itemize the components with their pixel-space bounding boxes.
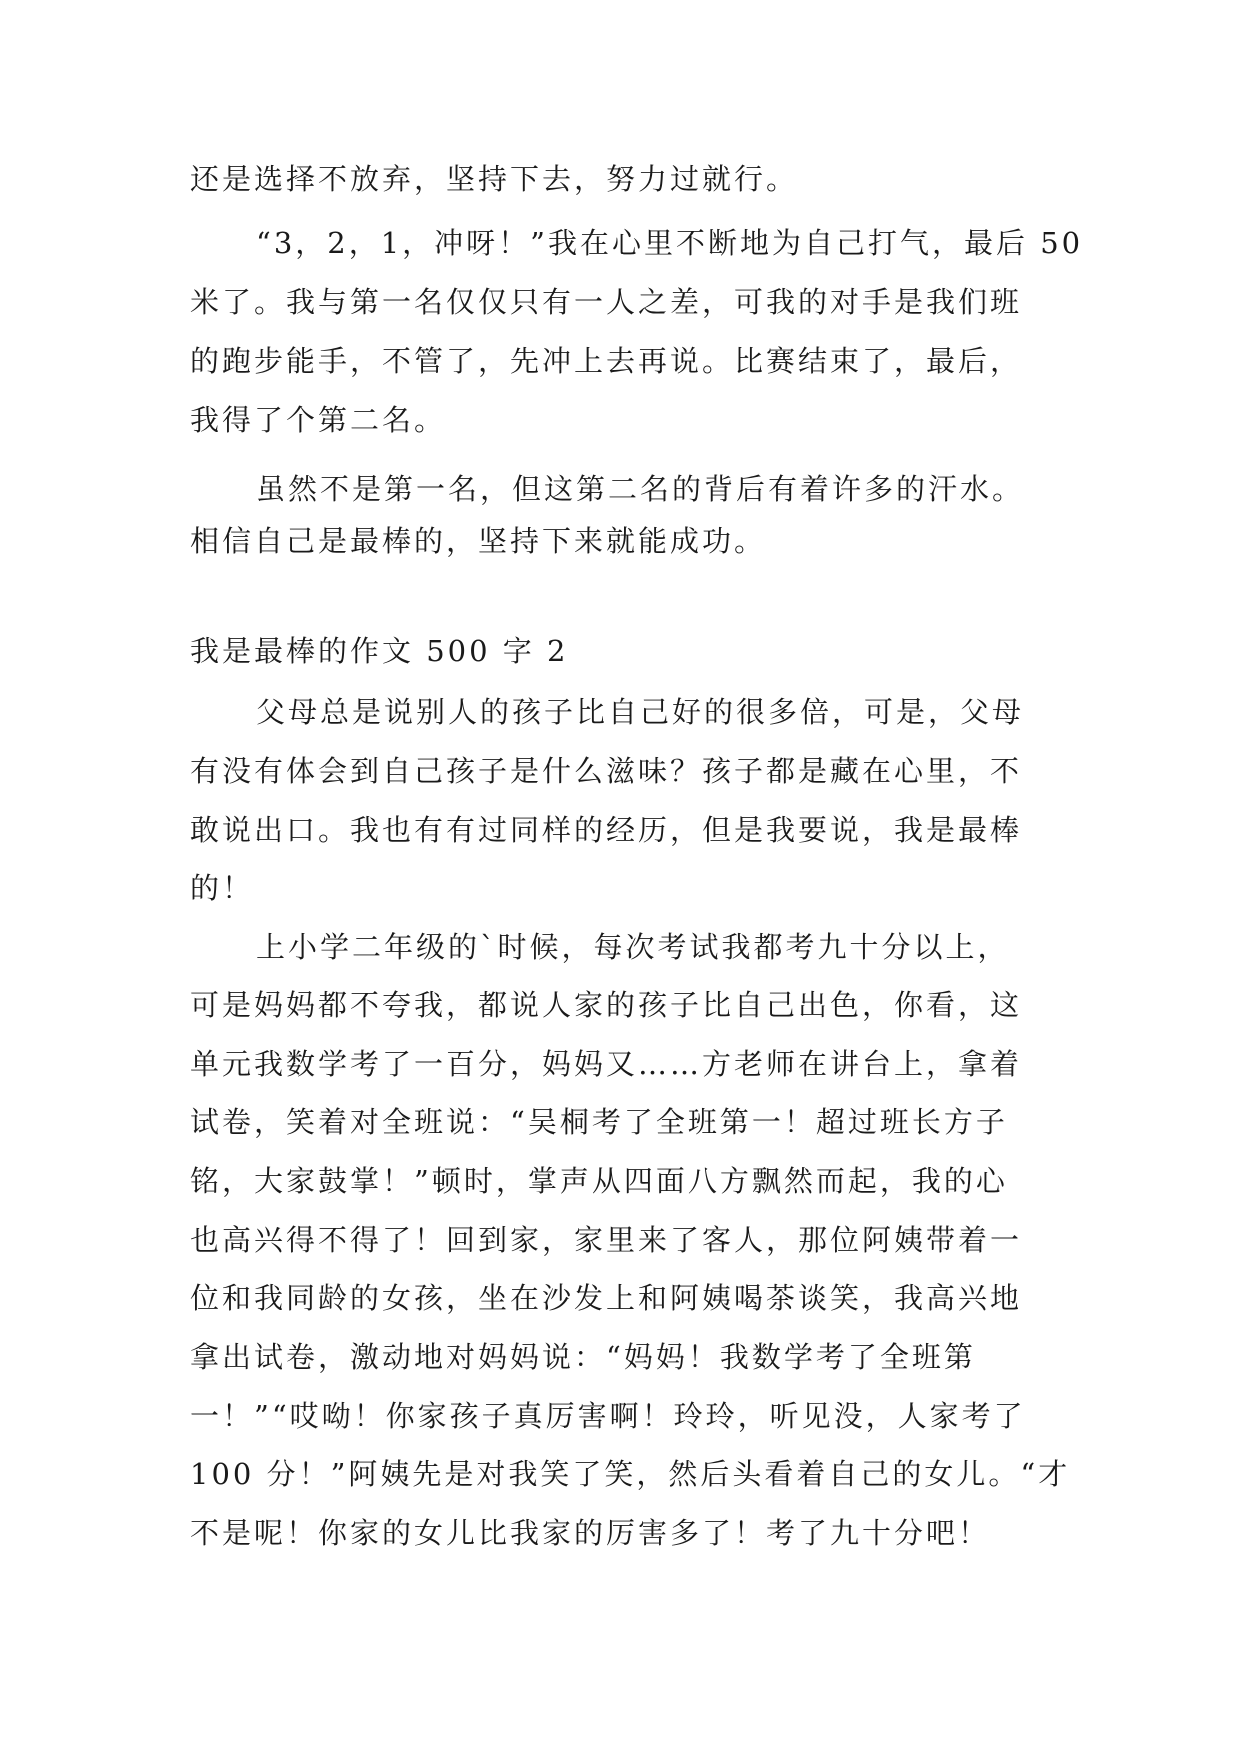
- text-line: 的跑步能手，不管了，先冲上去再说。比赛结束了，最后，: [190, 344, 1023, 378]
- text-line: 敢说出口。我也有有过同样的经历，但是我要说，我是最棒: [190, 813, 1023, 847]
- text-line: 一！”“哎呦！你家孩子真厉害啊！玲玲，听见没，人家考了: [190, 1399, 1026, 1433]
- text-line: 不是呢！你家的女儿比我家的厉害多了！考了九十分吧！: [190, 1516, 991, 1550]
- text-line: 位和我同龄的女孩，坐在沙发上和阿姨喝茶谈笑，我高兴地: [190, 1281, 1023, 1315]
- section-title: 我是最棒的作文 500 字 2: [190, 634, 569, 668]
- text-line: 父母总是说别人的孩子比自己好的很多倍，可是，父母: [256, 695, 1025, 729]
- text-line: 上小学二年级的`时候，每次考试我都考九十分以上，: [256, 930, 1010, 964]
- text-line: 试卷，笑着对全班说：“吴桐考了全班第一！超过班长方子: [190, 1105, 1008, 1139]
- text-line: 我得了个第二名。: [190, 403, 447, 437]
- text-line: 铭，大家鼓掌！”顿时，掌声从四面八方飘然而起，我的心: [190, 1164, 1008, 1198]
- text-line: 还是选择不放弃，坚持下去，努力过就行。: [190, 162, 799, 196]
- text-line: 100 分！”阿姨先是对我笑了笑，然后头看着自己的女儿。“才: [190, 1457, 1071, 1491]
- text-line: 单元我数学考了一百分，妈妈又……方老师在讲台上，拿着: [190, 1047, 1023, 1081]
- text-line: 米了。我与第一名仅仅只有一人之差，可我的对手是我们班: [190, 285, 1023, 319]
- text-line: 也高兴得不得了！回到家，家里来了客人，那位阿姨带着一: [190, 1223, 1023, 1257]
- text-line: 可是妈妈都不夸我，都说人家的孩子比自己出色，你看，这: [190, 988, 1023, 1022]
- text-line: 拿出试卷，激动地对妈妈说：“妈妈！我数学考了全班第: [190, 1340, 976, 1374]
- text-line: 相信自己是最棒的，坚持下来就能成功。: [190, 524, 767, 558]
- text-line: 有没有体会到自己孩子是什么滋味？孩子都是藏在心里，不: [190, 754, 1023, 788]
- text-line: 的！: [190, 871, 255, 905]
- text-line: “3，2，1，冲呀！”我在心里不断地为自己打气，最后 50: [256, 226, 1084, 260]
- text-line: 虽然不是第一名，但这第二名的背后有着许多的汗水。: [256, 472, 1025, 506]
